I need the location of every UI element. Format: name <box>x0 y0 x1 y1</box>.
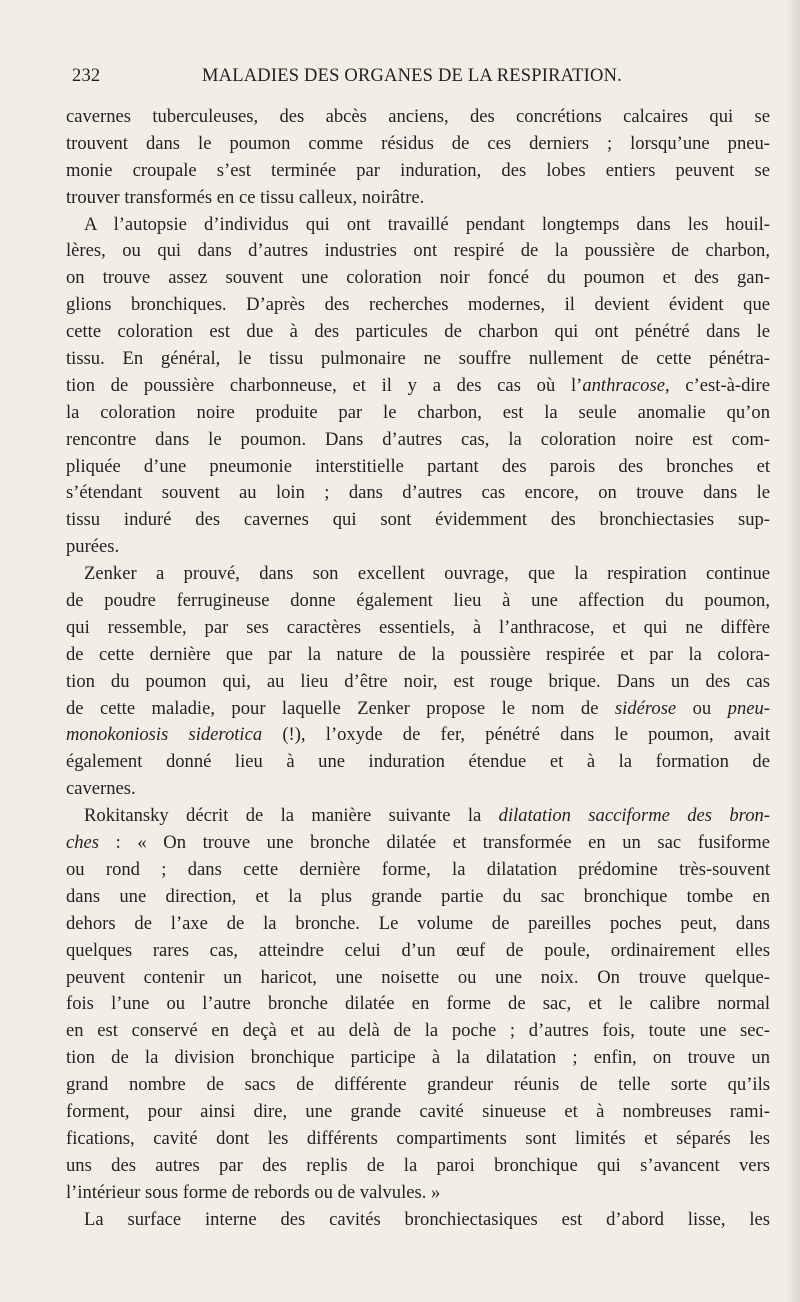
text-line: également donné lieu à une induration étendue et à la formation de <box>66 751 770 773</box>
text-line: ou rond ; dans cette dernière forme, la dilatation prédomine très-souvent <box>66 858 770 880</box>
text-line: tissu induré des cavernes qui sont évidemment des bronchiectasies sup- <box>66 509 770 531</box>
text-line: purées. <box>66 536 120 558</box>
text-line: cette coloration est due à des particules de charbon qui ont pénétré dans le <box>66 321 770 343</box>
text-line: lères, ou qui dans d’autres industries ont respiré de la poussière de charbon, <box>66 240 770 262</box>
text-line: monokoniosis siderotica (!), l’oxyde de fer, pénétré dans le poumon, avait <box>66 724 771 746</box>
text-line: ches : « On trouve une bronche dilatée et transformée en un sac fusiforme <box>66 832 770 854</box>
text-line: qui ressemble, par ses caractères essentiels, à l’anthracose, et qui ne diffère <box>66 616 770 638</box>
text-line: la coloration noire produite par le charbon, est la seule anomalie qu’on <box>66 401 770 423</box>
text-line: forment, pour ainsi dire, une grande cavité sinueuse et à nombreuses rami- <box>66 1100 770 1122</box>
page-number: 232 <box>72 66 101 86</box>
text-line: rencontre dans le poumon. Dans d’autres cas, la coloration noire est com- <box>66 428 770 450</box>
text-line: glions bronchiques. D’après des recherches modernes, il devient évident que <box>66 294 770 316</box>
text-line: fications, cavité dont les différents compartiments sont limités et séparés les <box>66 1127 770 1149</box>
text-line: s’étendant souvent au loin ; dans d’autres cas encore, on trouve dans le <box>66 482 770 504</box>
text-line: dehors de l’axe de la bronche. Le volume de pareilles poches peut, dans <box>66 912 770 934</box>
text-line: quelques rares cas, atteindre celui d’un œuf de poule, ordinairement elles <box>66 939 770 961</box>
text-line: dans une direction, et la plus grande partie du sac bronchique tombe en <box>66 885 770 907</box>
text-line: trouvent dans le poumon comme résidus de ces derniers ; lorsqu’une pneu- <box>66 132 770 154</box>
text-line: tion du poumon qui, au lieu d’être noir, est rouge brique. Dans un des cas <box>66 670 770 692</box>
text-line: de cette maladie, pour laquelle Zenker propose le nom de sidérose ou pneu- <box>66 697 770 719</box>
text-line: pliquée d’une pneumonie interstitielle partant des parois des bronches et <box>66 455 770 477</box>
text-line: l’intérieur sous forme de rebords ou de valvules. » <box>66 1181 441 1203</box>
text-line: peuvent contenir un haricot, une noisette ou une noix. On trouve quelque- <box>66 966 770 988</box>
text-line: La surface interne des cavités bronchiectasiques est d’abord lisse, les <box>84 1208 770 1230</box>
text-line: uns des autres par des replis de la paroi bronchique qui s’avancent vers <box>66 1154 770 1176</box>
text-line: tissu. En général, le tissu pulmonaire ne souffre nullement de cette pénétra- <box>66 348 770 370</box>
text-line: grand nombre de sacs de différente grandeur réunis de telle sorte qu’ils <box>66 1074 770 1096</box>
page-edge-shadow <box>786 0 800 1302</box>
page-header <box>72 66 772 94</box>
running-title: MALADIES DES ORGANES DE LA RESPIRATION. <box>202 66 622 86</box>
text-line: tion de la division bronchique participe à la dilatation ; enfin, on trouve un <box>66 1047 770 1069</box>
body-text <box>66 104 770 1233</box>
text-line: monie croupale s’est terminée par induration, des lobes entiers peuvent se <box>66 159 770 181</box>
text-line: fois l’une ou l’autre bronche dilatée en forme de sac, et le calibre normal <box>66 993 770 1015</box>
text-line: A l’autopsie d’individus qui ont travaillé pendant longtemps dans les houil- <box>84 213 770 235</box>
text-line: Rokitansky décrit de la manière suivante la dilatation sacciforme des bron- <box>84 805 770 827</box>
text-line: on trouve assez souvent une coloration noir foncé du poumon et des gan- <box>66 267 770 289</box>
text-line: en est conservé en deçà et au delà de la poche ; d’autres fois, toute une sec- <box>66 1020 770 1042</box>
text-line: Zenker a prouvé, dans son excellent ouvrage, que la respiration continue <box>84 563 770 585</box>
text-line: de poudre ferrugineuse donne également lieu à une affection du poumon, <box>66 590 770 612</box>
text-line: de cette dernière que par la nature de la poussière respirée et par la colora- <box>66 643 770 665</box>
text-line: tion de poussière charbonneuse, et il y a des cas où l’anthracose, c’est-à-dire <box>66 374 770 396</box>
text-line: trouver transformés en ce tissu calleux, noirâtre. <box>66 186 425 208</box>
text-line: cavernes. <box>66 778 136 800</box>
text-line: cavernes tuberculeuses, des abcès anciens, des concrétions calcaires qui se <box>66 106 770 127</box>
